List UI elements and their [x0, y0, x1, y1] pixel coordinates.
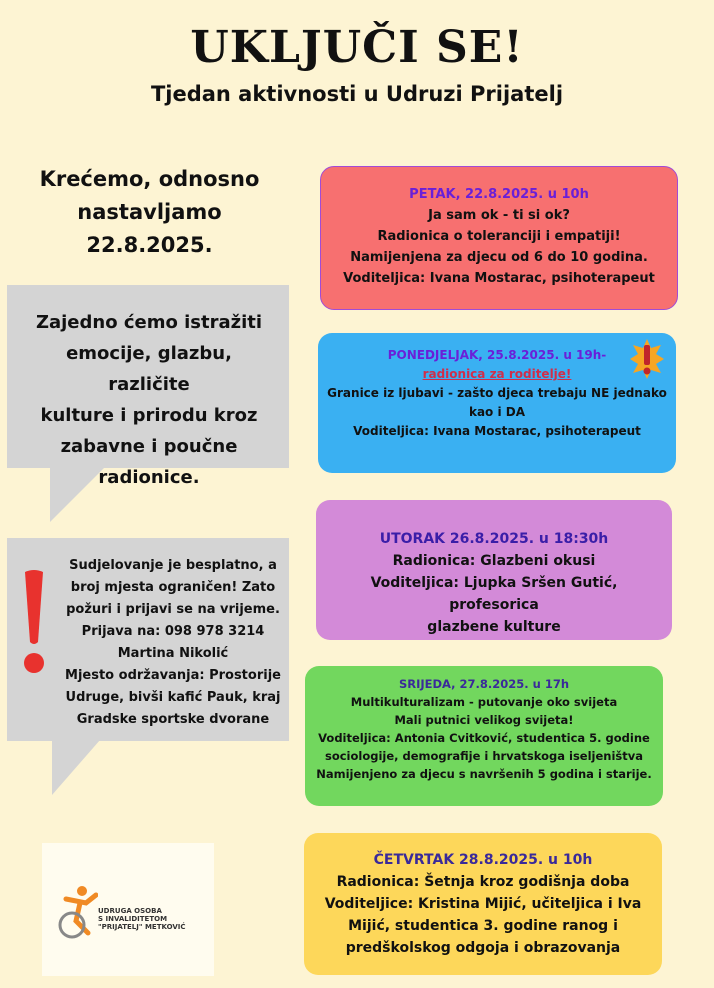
speech-bubble-tail [50, 467, 105, 522]
logo-text-line: S INVALIDITETOM [98, 915, 168, 923]
about-line: emocije, glazbu, različite [66, 343, 232, 395]
page-title: UKLJUČI SE! [190, 22, 524, 73]
event-card-monday [318, 333, 676, 473]
event-line: Voditeljica: Ivana Mostarac, psihoterapeut [353, 424, 641, 438]
intro-line: 22.8.2025. [86, 233, 213, 257]
exclamation-icon [23, 568, 45, 676]
event-card-friday [320, 166, 678, 310]
event-date: PONEDJELJAK, 25.8.2025. u 19h- [387, 348, 607, 362]
info-line: Udruge, bivši kafić Pauk, kraj [65, 690, 281, 705]
event-line: glazbene kulture [427, 619, 561, 635]
event-date: SRIJEDA, 27.8.2025. u 17h [398, 677, 570, 691]
info-line: Mjesto održavanja: Prostorije [65, 668, 281, 683]
event-line: Mijić, studentica 3. godine ranog i [348, 918, 618, 934]
intro-line: Krećemo, odnosno [39, 167, 260, 191]
info-line: požuri i prijavi se na vrijeme. [66, 602, 280, 617]
event-date: PETAK, 22.8.2025. u 10h [409, 187, 589, 202]
event-line: Mali putnici velikog svijeta! [394, 713, 574, 727]
event-line: Namijenjena za djecu od 6 do 10 godina. [350, 250, 648, 265]
info-line: Sudjelovanje je besplatno, a [69, 558, 277, 573]
speech-bubble-tail [52, 740, 100, 795]
event-line: predškolskog odgoja i obrazovanja [345, 940, 621, 956]
event-date: UTORAK 26.8.2025. u 18:30h [379, 531, 609, 547]
event-line: Radionica o toleranciji i empatiji! [377, 229, 621, 244]
association-logo [42, 843, 214, 976]
event-line: Voditeljice: Kristina Mijić, učiteljica i Iva [324, 896, 642, 912]
event-line: Namijenjeno za djecu s navršenih 5 godina i starije. [316, 767, 652, 781]
intro-text [22, 163, 277, 262]
about-line: Zajedno ćemo istražiti [35, 312, 263, 333]
about-line: radionice. [98, 467, 200, 488]
about-line: kulture i prirodu kroz [40, 405, 258, 426]
event-line: Ja sam ok - ti si ok? [428, 208, 570, 223]
event-line: sociologije, demografije i hrvatskoga iseljeništva [324, 749, 644, 763]
info-line: Martina Nikolić [117, 646, 229, 661]
event-line: Multikulturalizam - putovanje oko svijeta [350, 695, 618, 709]
wheelchair-figure-icon [56, 883, 98, 941]
page-subtitle: Tjedan aktivnosti u Udruzi Prijatelj [150, 82, 564, 106]
logo-text-line: "PRIJATELJ" METKOVIĆ [98, 923, 186, 931]
event-line: Voditeljica: Ljupka Sršen Gutić, profesorica [370, 575, 618, 613]
speech-bubble-about [7, 285, 289, 488]
info-line: Gradske sportske dvorane [76, 712, 270, 727]
event-line: Voditeljica: Antonia Cvitković, studentica 5. godine [318, 731, 650, 745]
info-line: broj mjesta ograničen! Zato [70, 580, 276, 595]
event-card-wednesday [305, 666, 663, 806]
event-line: kao i DA [468, 405, 526, 419]
logo-text-line: UDRUGA OSOBA [98, 907, 162, 915]
event-line: Voditeljica: Ivana Mostarac, psihoterapeut [343, 271, 655, 286]
event-line: Granice iz ljubavi - zašto djeca trebaju NE jednako [327, 386, 667, 400]
event-card-tuesday [316, 500, 672, 640]
info-line: Prijava na: 098 978 3214 [81, 624, 265, 639]
event-card-thursday [304, 833, 662, 975]
about-line: zabavne i poučne [60, 436, 238, 457]
speech-bubble-info [7, 538, 289, 741]
parents-workshop-link[interactable]: radionica za roditelje! [422, 367, 572, 381]
event-line: Radionica: Šetnja kroz godišnja doba [336, 874, 630, 890]
event-date: ČETVRTAK 28.8.2025. u 10h [373, 852, 593, 868]
intro-line: nastavljamo [77, 200, 222, 224]
event-line: Radionica: Glazbeni okusi [392, 553, 596, 569]
